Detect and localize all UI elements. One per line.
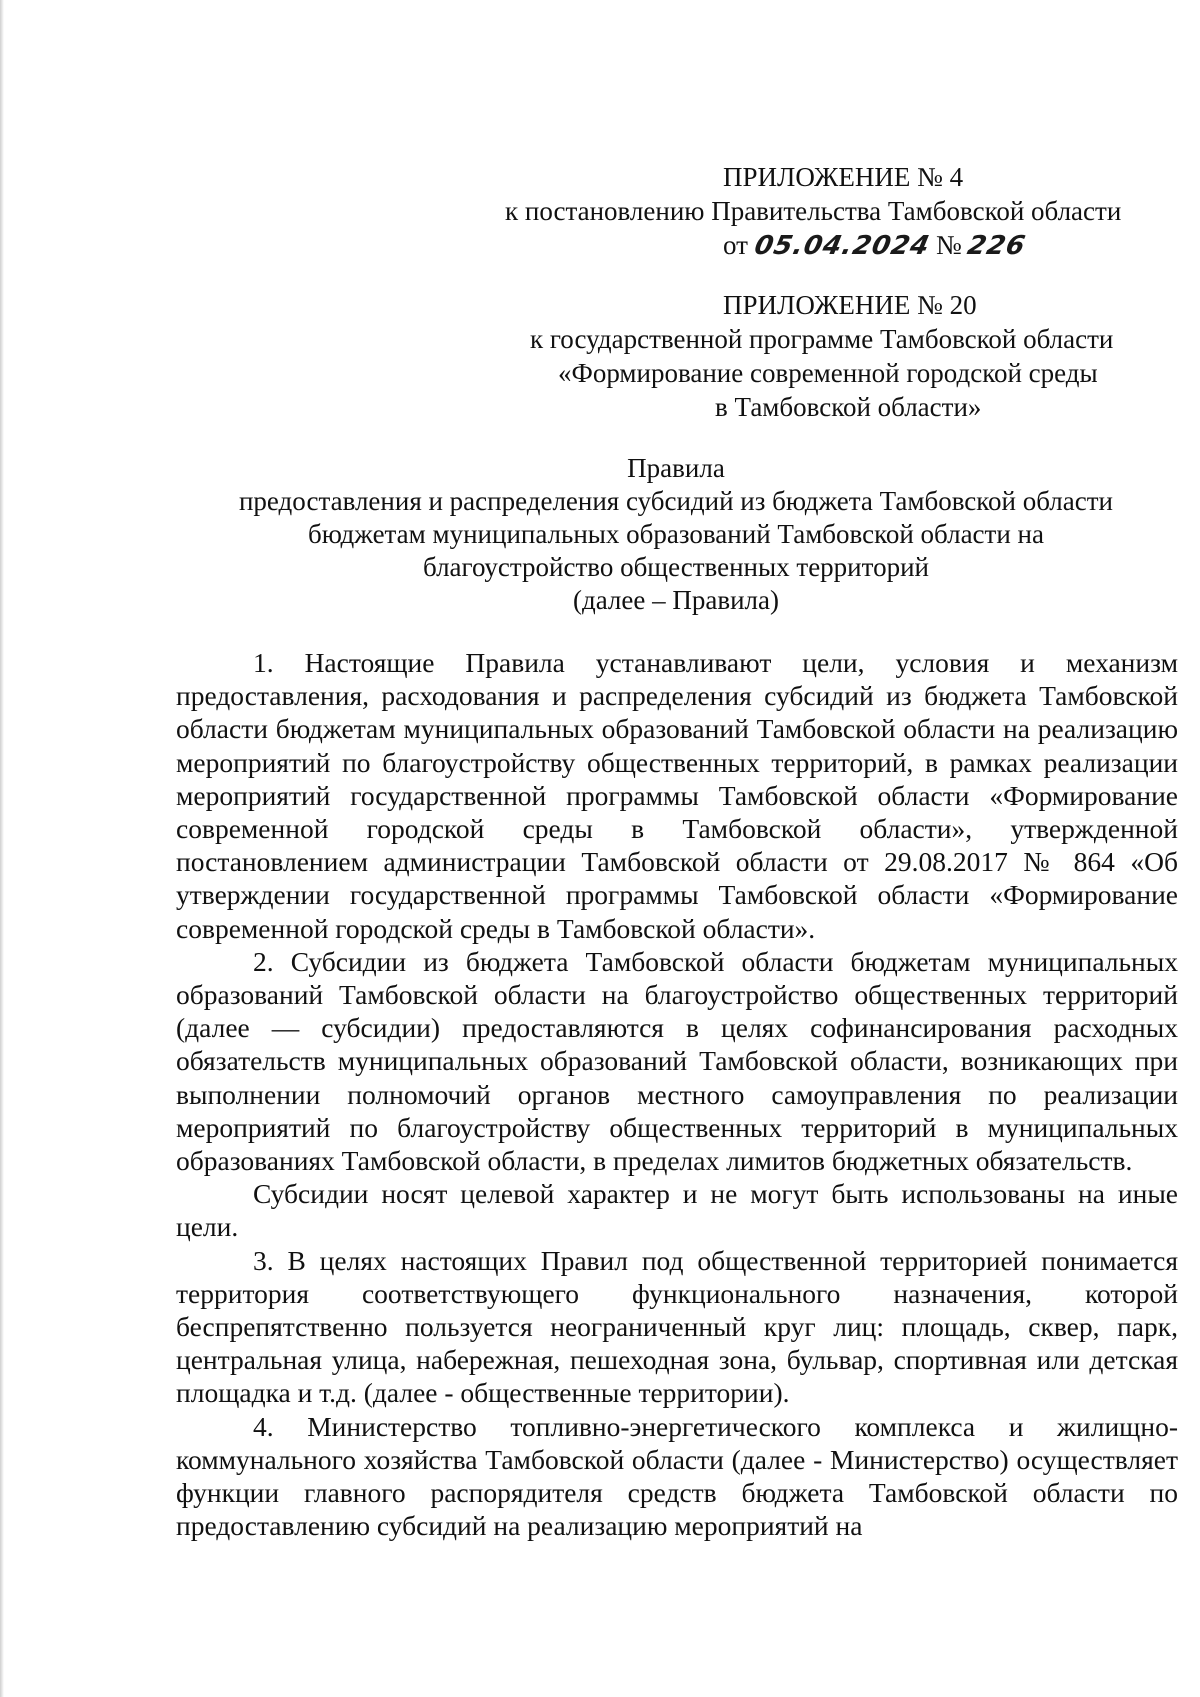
date-prefix: от [723, 230, 748, 260]
handwritten-date: 05.04.2024 [751, 231, 933, 261]
appendix-20-program-name-end: в Тамбовской области» [715, 392, 982, 422]
appendix-20-title: ПРИЛОЖЕНИЕ № 20 [723, 290, 977, 320]
rules-title-line: предоставления и распределения субсидий из бюджета Тамбовской области [238, 486, 1113, 516]
paragraph-2: 2. Субсидии из бюджета Тамбовской области бюджетам муниципальных образований Тамбовской области на благоустройство общественных территорий (далее — субсидии) предоставляются в целях софинансирования расходных обязательств муниципальных образований Тамбовской области, возникающих при выполнении полномочий органов местного самоуправления по реализации мероприятий по благоустройству общественных территорий в муниципальных образованиях Тамбовской области, в пределах лимитов бюджетных обязательств. [176, 945, 1178, 1177]
appendix-4-decree-ref: к постановлению Правительства Тамбовской области [505, 196, 1122, 226]
rules-title-line: благоустройство общественных территорий [423, 552, 929, 582]
paragraph-2-note: Субсидии носят целевой характер и не могут быть использованы на иные цели. [176, 1178, 1178, 1243]
rules-title-line: (далее – Правила) [572, 585, 780, 615]
handwritten-number: 226 [965, 231, 1029, 261]
paragraph-4: 4. Министерство топливно-энергетического комплекса и жилищно-коммунального хозяйства Тамбовской области (далее - Министерство) осуществляет функции главного распорядителя средств бюджета Тамбовской области по предоставлению субсидий на реализацию мероприятий на [176, 1410, 1178, 1542]
appendix-20-program-ref: к государственной программе Тамбовской области [530, 324, 1114, 354]
number-sign: № [935, 230, 962, 260]
rules-title-line: бюджетам муниципальных образований Тамбовской области на [308, 519, 1044, 549]
appendix-20-header [530, 288, 1190, 424]
paragraph-1: 1. Настоящие Правила устанавливают цели, условия и механизм предоставления, расходования и распределения субсидий из бюджета Тамбовской области бюджетам муниципальных образований Тамбовской области на реализацию мероприятий по благоустройству общественных территорий, в рамках реализации мероприятий государственной программы Тамбовской области «Формирование современной городской среды в Тамбовской области», утвержденной постановлением администрации Тамбовской области от 29.08.2017 № 864 «Об утверждении государственной программы Тамбовской области «Формирование современной городской среды в Тамбовской области». [176, 647, 1178, 944]
appendix-4-date-line [505, 228, 1185, 263]
appendix-4-title: ПРИЛОЖЕНИЕ № 4 [723, 162, 964, 192]
scan-edge [0, 0, 4, 1697]
appendix-20-program-name: «Формирование современной городской среды [558, 358, 1098, 388]
rules-title-line: Правила [627, 453, 725, 483]
rules-body [176, 646, 1178, 1542]
rules-title [176, 452, 1176, 617]
appendix-4-header [505, 160, 1185, 263]
paragraph-3: 3. В целях настоящих Правил под общественной территорией понимается территория соответствующего функционального назначения, которой беспрепятственно пользуется неограниченный круг лиц: площадь, сквер, парк, центральная улица, набережная, пешеходная зона, бульвар, спортивная или детская площадка и т.д. (далее - общественные территории). [176, 1244, 1178, 1409]
